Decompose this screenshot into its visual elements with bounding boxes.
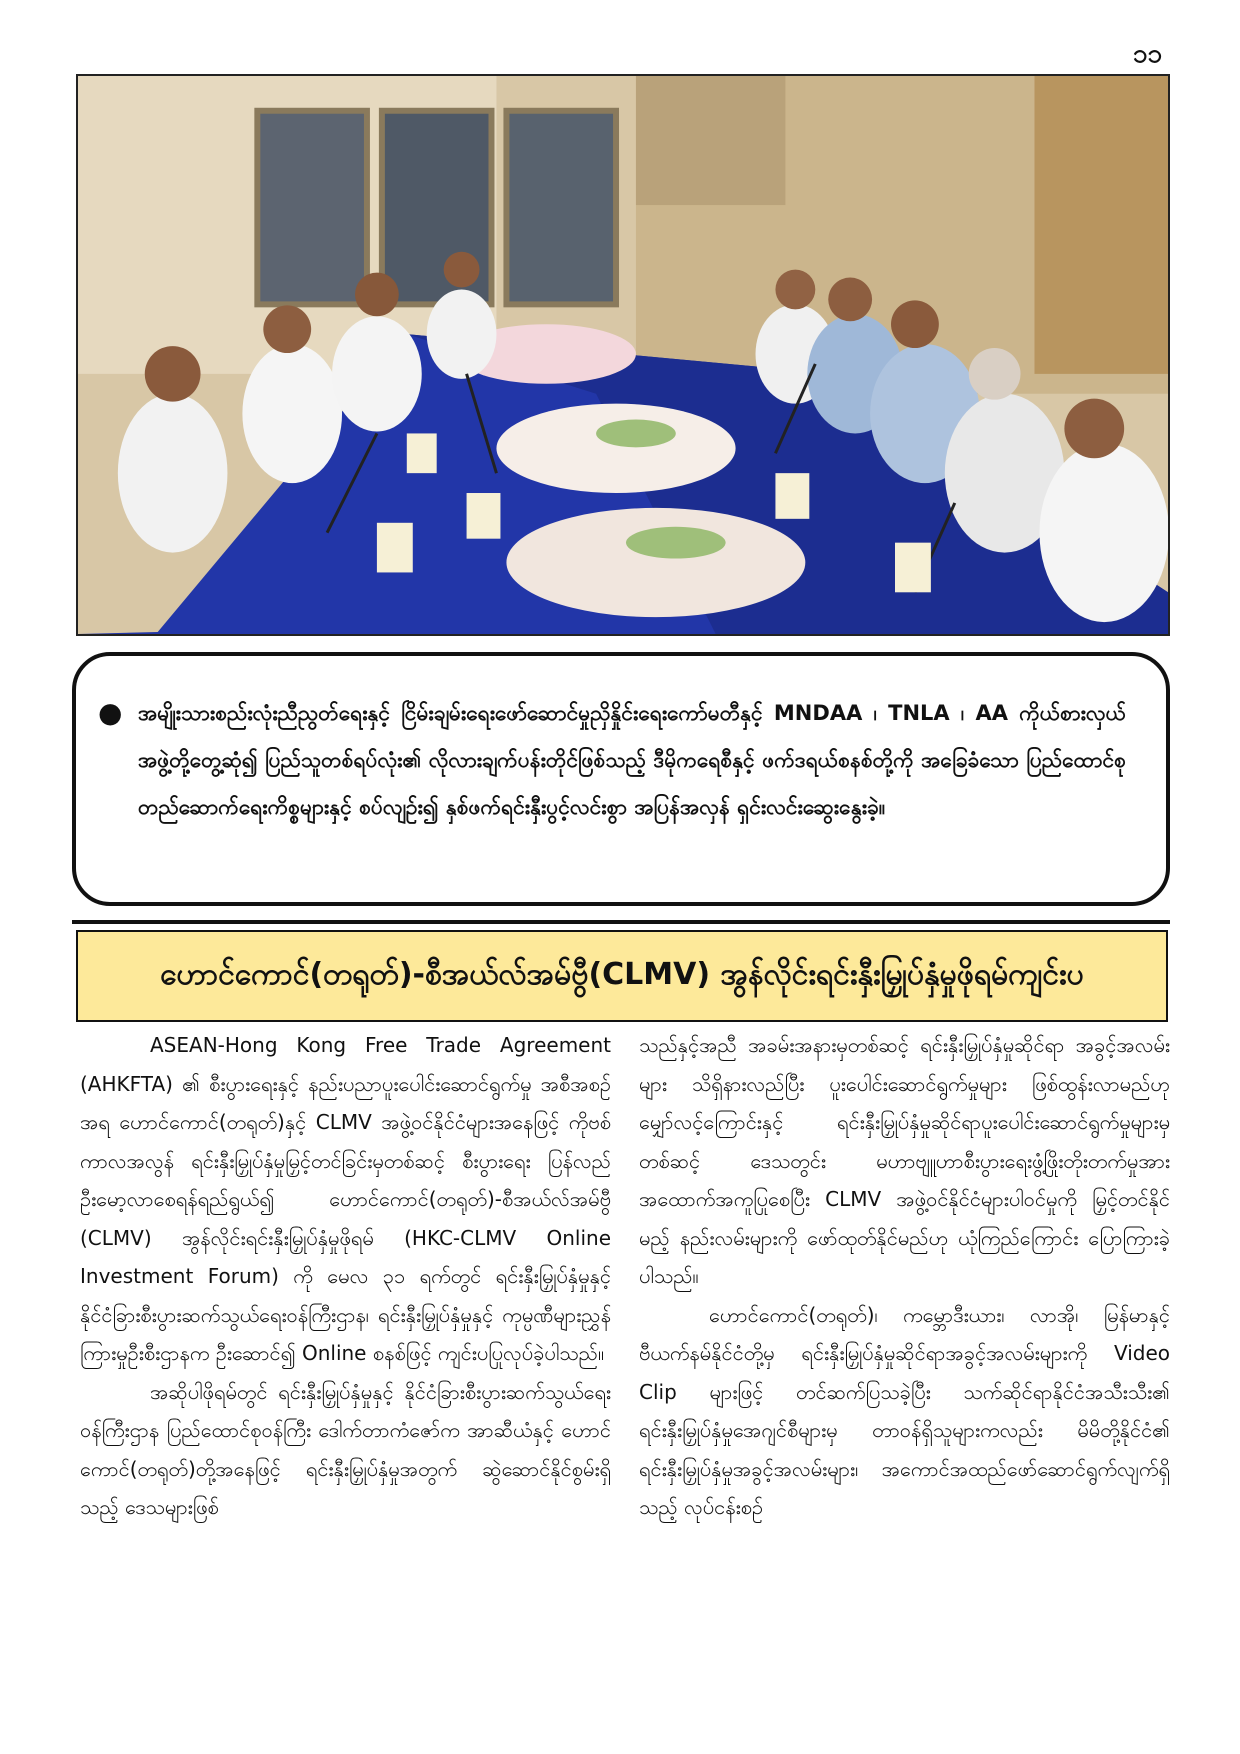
caption-box	[72, 652, 1170, 906]
article-body	[80, 1026, 1170, 1726]
caption-bullet: ●	[98, 696, 123, 729]
article-paragraph: သည်နှင့်အညီ အခမ်းအနားမှတစ်ဆင့် ရင်းနှီးမြှုပ်နှံမှုဆိုင်ရာ အခွင့်အလမ်းများ သိရှိနားလည်ပြီး ပူးပေါင်းဆောင်ရွက်မှုများ ဖြစ်ထွန်းလာမည်ဟု မျှော်လင့်ကြောင်းနှင့် ရင်းနှီးမြှုပ်နှံမှုဆိုင်ရာပူးပေါင်းဆောင်ရွက်မှုများမှတစ်ဆင့် ဒေသတွင်း မဟာဗျူဟာစီးပွားရေးဖွံ့ဖြိုးတိုးတက်မှုအား အထောက်အကူပြုစေပြီး CLMV အဖွဲ့ဝင်နိုင်ငံများပါဝင်မှုကို မြှင့်တင်နိုင်မည့် နည်းလမ်းများကို ဖော်ထုတ်နိုင်မည်ဟု ယုံကြည်ကြောင်း ပြောကြားခဲ့ပါသည်။	[639, 1033, 1170, 1288]
meeting-photo	[76, 74, 1170, 636]
caption-text: အမျိုးသားစည်းလုံးညီညွတ်ရေးနှင့် ငြိမ်းချမ်းရေးဖော်ဆောင်မှုညှိနှိုင်းရေးကော်မတီနှင့် MNDAA ၊ TNLA ၊ AA ကိုယ်စားလှယ်အဖွဲ့တို့တွေ့ဆုံ၍ ပြည်သူတစ်ရပ်လုံး၏ လိုလားချက်ပန်းတိုင်ဖြစ်သည့် ဒီမိုကရေစီနှင့် ဖက်ဒရယ်စနစ်တို့ကို အခြေခံသော ပြည်ထောင်စုတည်ဆောက်ရေးကိစ္စများနှင့် စပ်လျဉ်း၍ နှစ်ဖက်ရင်းနှီးပွင့်လင်းစွာ အပြန်အလှန် ရှင်းလင်းဆွေးနွေးခဲ့။	[138, 701, 1126, 819]
page-number: ၁၁	[1132, 39, 1162, 69]
article-column-left	[80, 1026, 611, 1726]
article-column-right	[639, 1026, 1170, 1726]
article-headline: ဟောင်ကောင်(တရုတ်)-စီအယ်လ်အမ်ဗွီ(CLMV) အွန်လိုင်းရင်းနှီးမြှုပ်နှံမှုဖိုရမ်ကျင်းပ	[76, 930, 1168, 1022]
article-paragraph: ASEAN-Hong Kong Free Trade Agreement (AHKFTA) ၏ စီးပွားရေးနှင့် နည်းပညာပူးပေါင်းဆောင်ရွက်မှု အစီအစဉ်အရ ဟောင်ကောင်(တရုတ်)နှင့် CLMV အဖွဲ့ဝင်နိုင်ငံများအနေဖြင့် ကိုဗစ်ကာလအလွန် ရင်းနှီးမြှုပ်နှံမှုမြှင့်တင်ခြင်းမှတစ်ဆင့် စီးပွားရေး ပြန်လည်ဦးမော့လာစေရန်ရည်ရွယ်၍ ဟောင်ကောင်(တရုတ်)-စီအယ်လ်အမ်ဗွီ (CLMV) အွန်လိုင်းရင်းနှီးမြှုပ်နှံမှုဖိုရမ် (HKC-CLMV Online Investment Forum) ကို မေလ ၃၁ ရက်တွင် ရင်းနှီးမြှုပ်နှံမှုနှင့် နိုင်ငံခြားစီးပွားဆက်သွယ်ရေးဝန်ကြီးဌာန၊ ရင်းနှီးမြှုပ်နှံမှုနှင့် ကုမ္ပဏီများညွှန်ကြားမှုဦးစီးဌာနက ဦးဆောင်၍ Online စနစ်ဖြင့် ကျင်းပပြုလုပ်ခဲ့ပါသည်။	[80, 1033, 611, 1365]
meeting-photo-illustration	[78, 76, 1168, 634]
article-paragraph: အဆိုပါဖိုရမ်တွင် ရင်းနှီးမြှုပ်နှံမှုနှင့် နိုင်ငံခြားစီးပွားဆက်သွယ်ရေးဝန်ကြီးဌာန ပြည်ထောင်စုဝန်ကြီး ဒေါက်တာကံဇော်က အာဆီယံနှင့် ဟောင်ကောင်(တရုတ်)တို့အနေဖြင့် ရင်းနှီးမြှုပ်နှံမှုအတွက် ဆွဲဆောင်နိုင်စွမ်းရှိသည့် ဒေသများဖြစ်	[80, 1379, 611, 1519]
article-paragraph: ဟောင်ကောင်(တရုတ်)၊ ကမ္ဘောဒီးယား၊ လာအို၊ မြန်မာနှင့် ဗီယက်နမ်နိုင်ငံတို့မှ ရင်းနှီးမြှုပ်နှံမှုဆိုင်ရာအခွင့်အလမ်းများကို Video Clip များဖြင့် တင်ဆက်ပြသခဲ့ပြီး သက်ဆိုင်ရာနိုင်ငံအသီးသီး၏ ရင်းနှီးမြှုပ်နှံမှုအေဂျင်စီများမှ တာဝန်ရှိသူများကလည်း မိမိတို့နိုင်ငံ၏ ရင်းနှီးမြှုပ်နှံမှုအခွင့်အလမ်းများ၊ အကောင်အထည်ဖော်ဆောင်ရွက်လျက်ရှိသည့် လုပ်ငန်းစဉ်	[639, 1302, 1170, 1519]
section-divider	[72, 920, 1170, 924]
